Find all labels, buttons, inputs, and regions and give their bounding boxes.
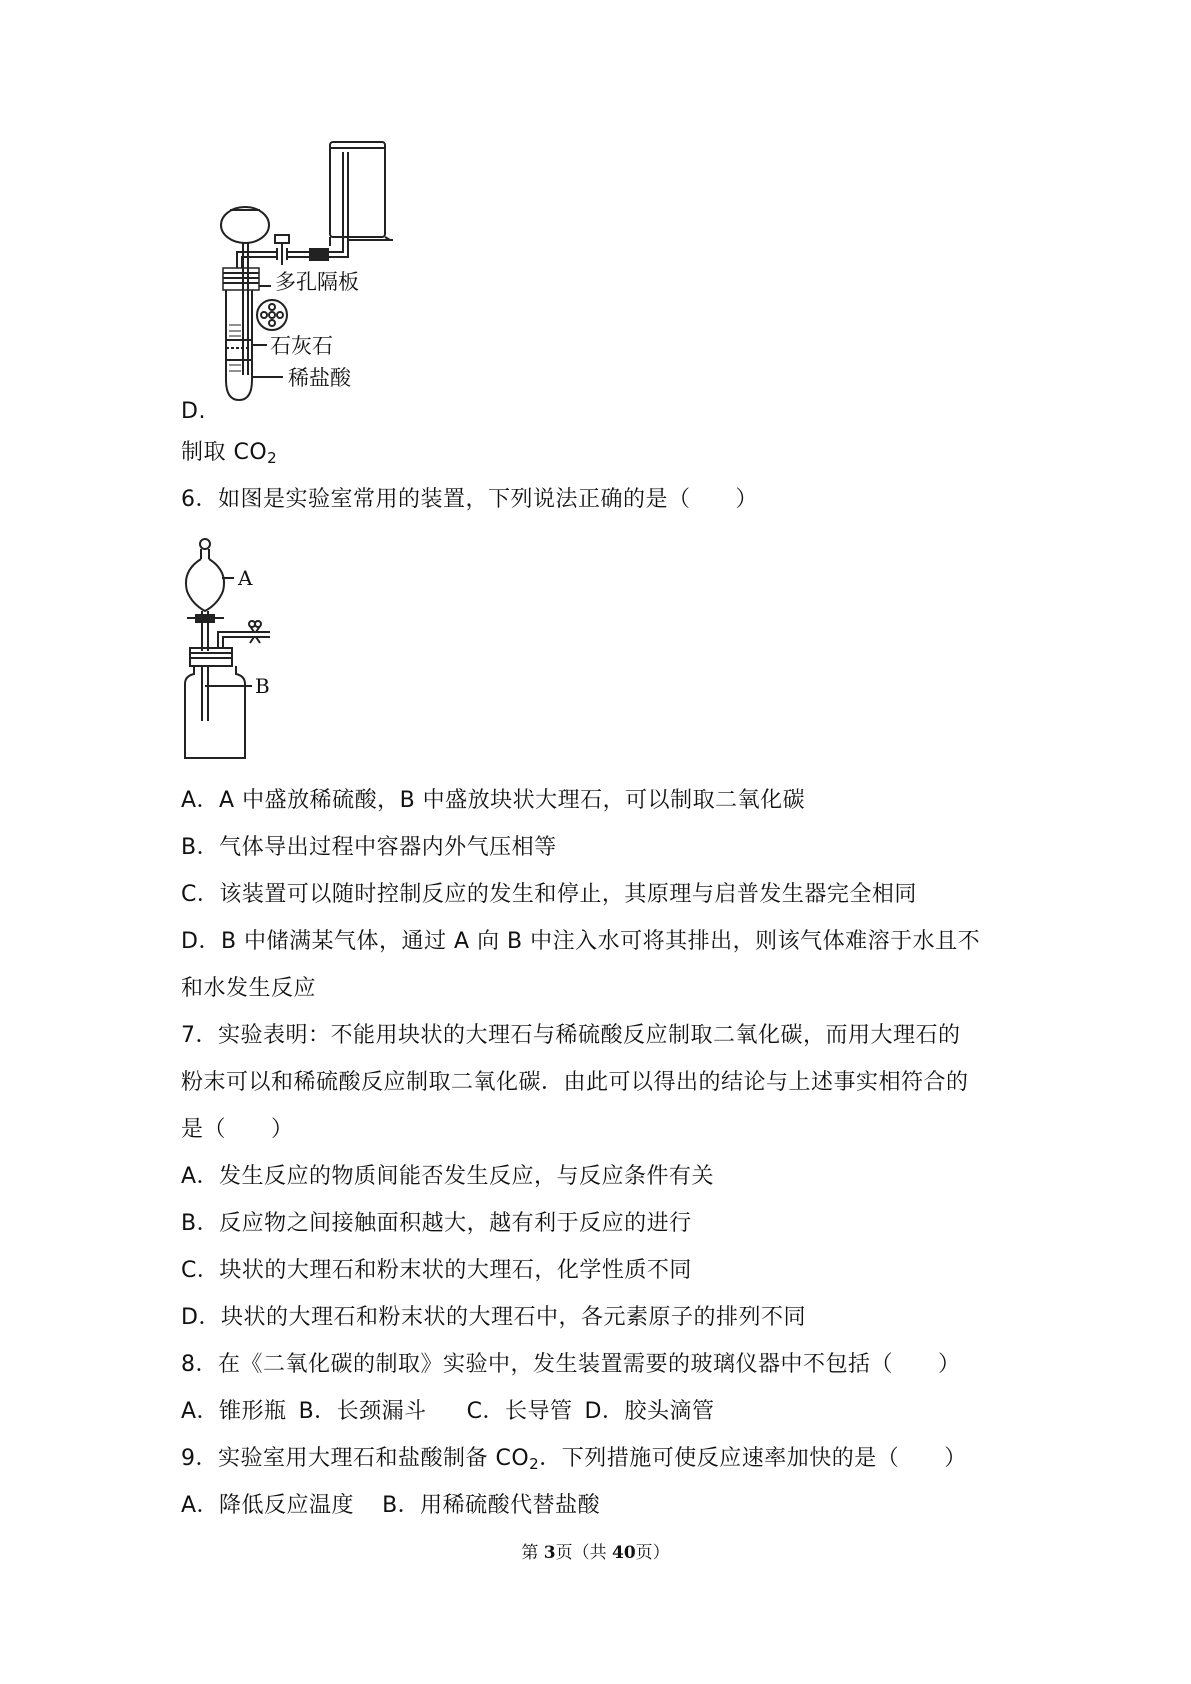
q6-option-b: B．气体导出过程中容器内外气压相等 <box>181 835 557 860</box>
q6-option-d-line-1: D．B 中储满某气体，通过 A 向 B 中注入水可将其排出，则该气体难溶于水且不 <box>181 929 981 954</box>
q7-option-b: B．反应物之间接触面积越大，越有利于反应的进行 <box>181 1211 692 1236</box>
q5-option-d-prefix: 制取 CO <box>181 440 268 465</box>
q7-stem-line-2: 粉末可以和稀硫酸反应制取二氧化碳．由此可以得出的结论与上述事实相符合的 <box>181 1070 969 1095</box>
q7-stem-line-1: 7．实验表明：不能用块状的大理石与稀硫酸反应制取二氧化碳，而用大理石的 <box>181 1023 961 1048</box>
q9-stem-suffix: ．下列措施可使反应速率加快的是（ ） <box>539 1446 967 1471</box>
q6-option-a: A．A 中盛放稀硫酸，B 中盛放块状大理石，可以制取二氧化碳 <box>181 788 806 813</box>
q9-option-b: B．用稀硫酸代替盐酸 <box>382 1493 601 1518</box>
q7-option-c: C．块状的大理石和粉末状的大理石，化学性质不同 <box>181 1258 692 1283</box>
label-dilute-hydrochloric-acid: 稀盐酸 <box>288 366 351 390</box>
figure-label-a: A <box>238 566 253 590</box>
label-porous-partition: 多孔隔板 <box>275 270 359 294</box>
q7-option-a: A．发生反应的物质间能否发生反应，与反应条件有关 <box>181 1164 715 1189</box>
footer-prefix: 第 <box>521 1543 544 1563</box>
q9-stem-prefix: 9．实验室用大理石和盐酸制备 CO <box>181 1446 530 1471</box>
q7-option-d: D．块状的大理石和粉末状的大理石中，各元素原子的排列不同 <box>181 1305 806 1330</box>
footer-middle: 页（共 <box>555 1543 612 1563</box>
q8-stem: 8．在《二氧化碳的制取》实验中，发生装置需要的玻璃仪器中不包括（ ） <box>181 1352 961 1377</box>
q5-option-d-subscript: 2 <box>267 449 278 467</box>
q5-option-d-text <box>181 438 277 473</box>
footer-suffix: 页） <box>635 1543 670 1563</box>
footer-total-pages: 40 <box>611 1543 636 1563</box>
apparatus-figure-2 <box>182 536 292 766</box>
q8-options <box>181 1397 714 1427</box>
q9-stem <box>181 1444 967 1479</box>
q8-option-a: A．锥形瓶 <box>181 1399 287 1424</box>
page-footer <box>0 1538 1191 1563</box>
q8-option-d: D．胶头滴管 <box>584 1399 715 1424</box>
q9-option-a: A．降低反应温度 <box>181 1493 355 1518</box>
q7-stem-line-3: 是（ ） <box>181 1117 294 1142</box>
label-limestone: 石灰石 <box>270 334 333 358</box>
q9-options <box>181 1491 600 1521</box>
q9-stem-subscript: 2 <box>529 1455 540 1473</box>
apparatus-figure-1 <box>215 140 405 430</box>
apparatus-drawing-2 <box>182 536 292 766</box>
figure-label-b: B <box>255 674 270 698</box>
q8-option-c: C．长导管 <box>466 1399 573 1424</box>
q6-option-c: C．该装置可以随时控制反应的发生和停止，其原理与启普发生器完全相同 <box>181 882 917 907</box>
footer-page-number: 3 <box>543 1543 556 1563</box>
q5-option-d-label: D. <box>181 399 206 424</box>
q6-stem: 6．如图是实验室常用的装置，下列说法正确的是（ ） <box>181 487 758 512</box>
q6-option-d-line-2: 和水发生反应 <box>181 976 317 1001</box>
q8-option-b: B．长颈漏斗 <box>298 1399 427 1424</box>
